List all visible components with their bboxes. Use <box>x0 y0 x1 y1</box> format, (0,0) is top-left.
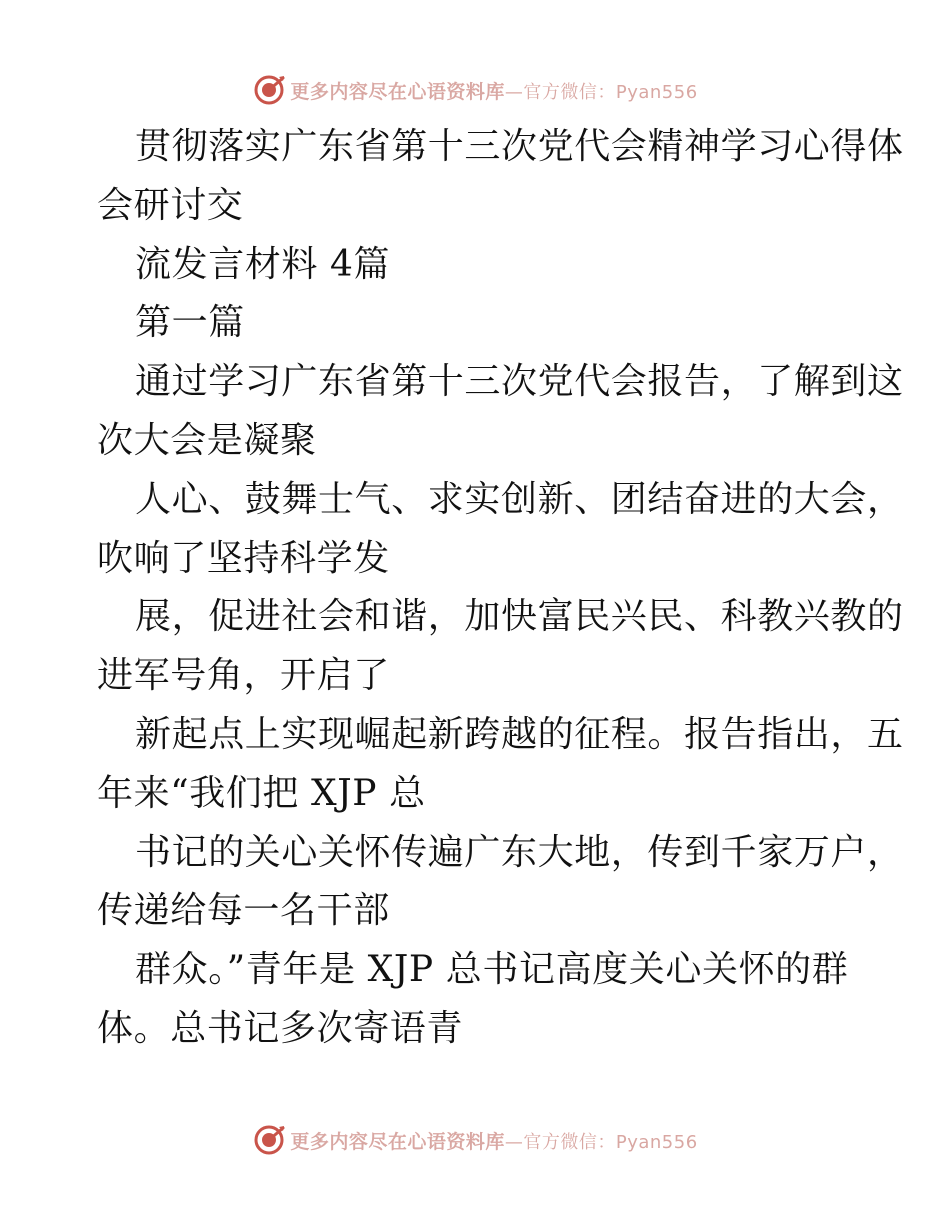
paragraph-line: 体。总书记多次寄语青 <box>97 1007 464 1049</box>
watermark-site-text: 更多内容尽在心语资料库 <box>290 80 505 103</box>
paragraph-line: 进军号角，开启了 <box>97 655 390 697</box>
header-watermark <box>0 70 950 110</box>
paragraph-line: 年来“我们把 XJP 总 <box>97 772 426 814</box>
section-heading: 第一篇 <box>135 302 245 344</box>
paragraph-line: 展，促进社会和谐，加快富民兴民、科教兴教的 <box>135 596 904 638</box>
document-title-line-1: 贯彻落实广东省第十三次党代会精神学习心得体 <box>135 126 904 167</box>
pen-circle-logo-icon <box>252 1123 286 1157</box>
watermark-wechat-text: —官方微信：Pyan556 <box>504 81 698 103</box>
watermark-text <box>290 1127 697 1154</box>
watermark-wechat-text: —官方微信：Pyan556 <box>504 1131 698 1153</box>
paragraph-line: 传递给每一名干部 <box>97 890 390 932</box>
paragraph-line: 群众。”青年是 XJP 总书记高度关心关怀的群 <box>135 949 849 991</box>
pen-circle-logo-icon <box>252 73 286 107</box>
document-title-line-2: 会研讨交 <box>97 184 244 226</box>
watermark-site-text: 更多内容尽在心语资料库 <box>290 1130 505 1153</box>
footer-watermark <box>0 1120 950 1160</box>
paragraph-line: 通过学习广东省第十三次党代会报告，了解到这 <box>135 361 904 403</box>
paragraph-line: 新起点上实现崛起新跨越的征程。报告指出，五 <box>135 713 904 755</box>
paragraph-line: 次大会是凝聚 <box>97 419 317 461</box>
document-title-line-3: 流发言材料 4篇 <box>135 243 391 285</box>
watermark-text <box>290 77 697 104</box>
paragraph-line: 人心、鼓舞士气、求实创新、团结奋进的大会， <box>135 478 904 520</box>
paragraph-line: 吹响了坚持科学发 <box>97 537 390 579</box>
paragraph-line: 书记的关心关怀传遍广东大地，传到千家万户， <box>135 831 904 873</box>
document-body <box>97 118 904 1059</box>
